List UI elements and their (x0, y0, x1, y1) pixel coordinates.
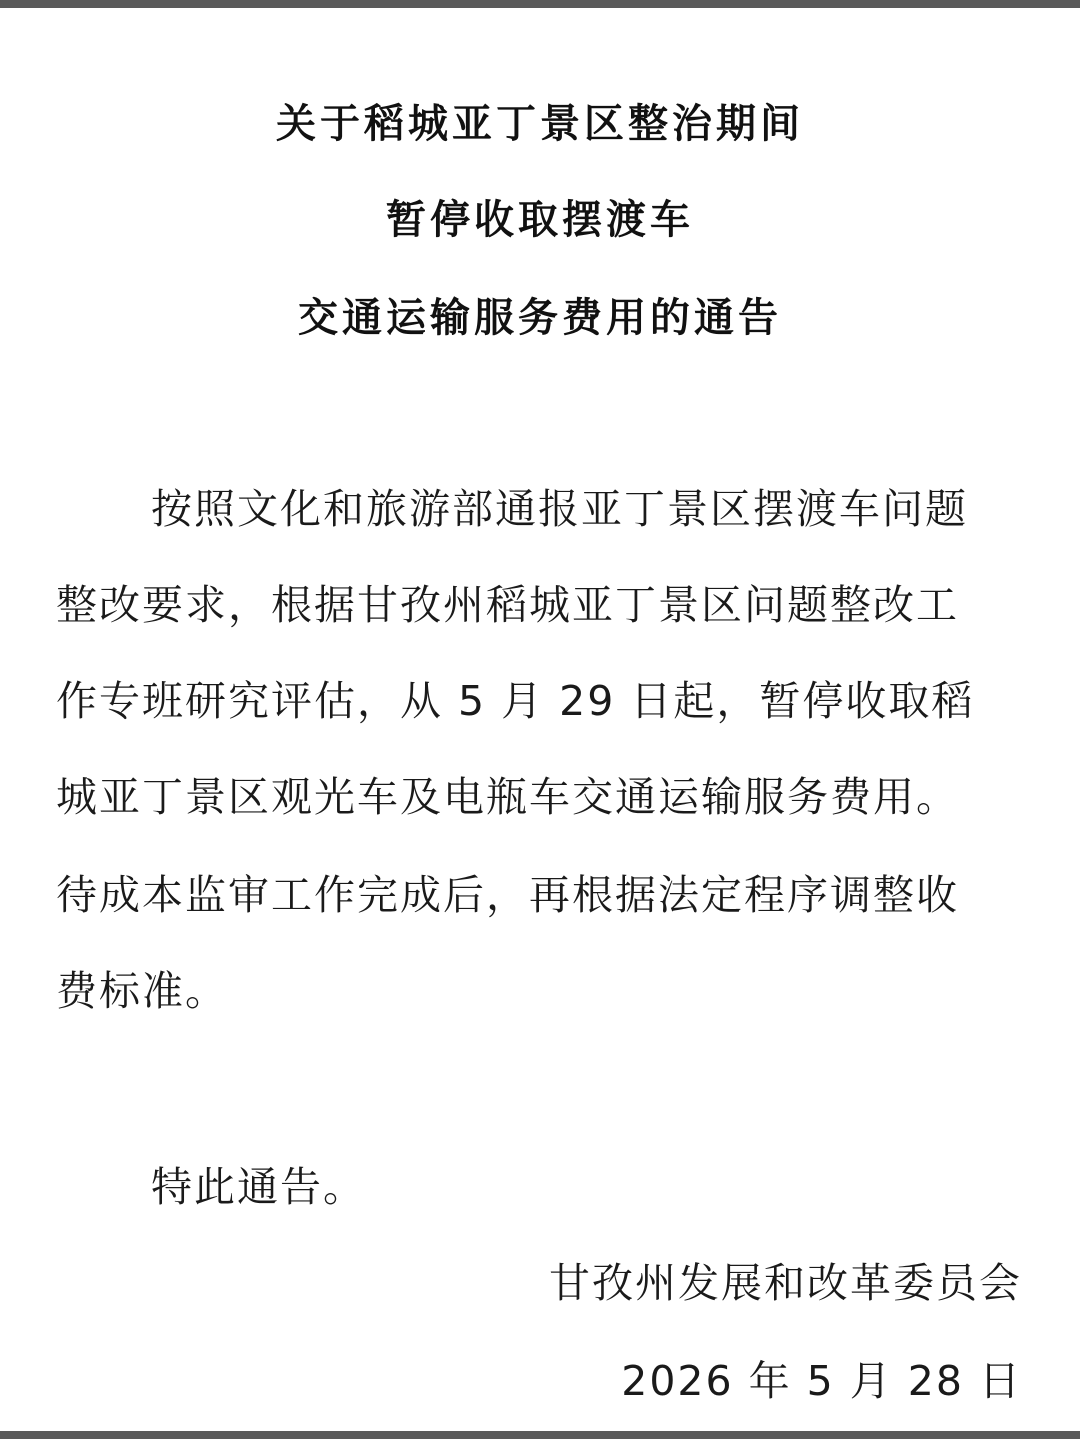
body-line-1: 按照文化和旅游部通报亚丁景区摆渡车问题 (151, 485, 968, 533)
body-line-3: 作专班研究评估，从 5 月 29 日起，暂停收取稻 (56, 677, 975, 725)
notice-title-line-3: 交通运输服务费用的通告 (298, 295, 782, 341)
body-line-2: 整改要求，根据甘孜州稻城亚丁景区问题整改工 (56, 581, 959, 629)
body-line-5: 待成本监审工作完成后，再根据法定程序调整收 (56, 871, 959, 919)
notice-title-line-1: 关于稻城亚丁景区整治期间 (276, 101, 804, 147)
top-border (0, 0, 1080, 8)
issue-date: 2026 年 5 月 28 日 (621, 1357, 1022, 1405)
body-line-6: 费标准。 (56, 967, 228, 1015)
closing-text: 特此通告。 (151, 1163, 366, 1211)
bottom-border (0, 1431, 1080, 1439)
body-line-4: 城亚丁景区观光车及电瓶车交通运输服务费用。 (56, 773, 959, 821)
notice-title-line-2: 暂停收取摆渡车 (386, 197, 694, 243)
issuer-name: 甘孜州发展和改革委员会 (549, 1259, 1022, 1307)
